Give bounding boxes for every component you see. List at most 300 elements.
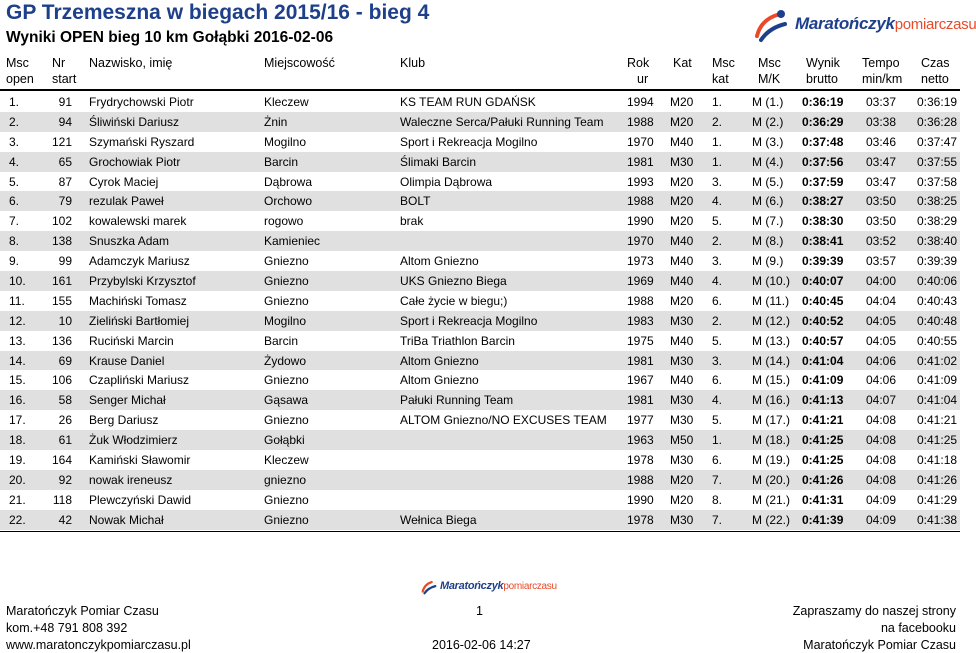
cell-city: Gniezno (264, 413, 309, 428)
table-row (0, 92, 960, 112)
table-row (0, 211, 960, 231)
footer-phone: kom.+48 791 808 392 (6, 621, 128, 635)
cell-msc: 3. (9, 134, 20, 149)
cell-club: Waleczne Serca/Pałuki Running Team (400, 114, 604, 129)
cell-club: ALTOM Gniezno/NO EXCUSES TEAM (400, 413, 607, 428)
cell-msc: 13. (9, 333, 26, 348)
cell-category: M40 (670, 234, 694, 249)
table-row (0, 311, 960, 331)
cell-nr: 164 (51, 453, 72, 468)
cell-city: Żydowo (264, 353, 307, 368)
results-table (0, 92, 960, 530)
cell-year: 1970 (627, 134, 654, 149)
cell-category: M30 (670, 512, 694, 527)
table-row (0, 430, 960, 450)
cell-gender-place: M (22.) (752, 512, 791, 527)
cell-nr: 10 (58, 313, 72, 328)
cell-gender-place: M (17.) (752, 413, 791, 428)
table-row (0, 112, 960, 132)
cell-gross-time: 0:36:29 (802, 114, 844, 129)
cell-club: Ślimaki Barcin (400, 154, 477, 169)
cell-pace: 03:52 (866, 234, 897, 249)
cell-pace: 04:08 (866, 453, 897, 468)
cell-gender-place: M (13.) (752, 333, 791, 348)
cell-gross-time: 0:40:45 (802, 293, 844, 308)
cell-nr: 26 (58, 413, 72, 428)
cell-city: Gniezno (264, 274, 309, 289)
cell-gross-time: 0:41:25 (802, 433, 844, 448)
footer-logo-accent: pomiarczasu (503, 581, 557, 592)
cell-gross-time: 0:41:09 (802, 373, 844, 388)
cell-net-time: 0:41:02 (917, 353, 958, 368)
cell-pace: 04:08 (866, 413, 897, 428)
cell-year: 1983 (627, 313, 654, 328)
cell-nr: 138 (51, 234, 72, 249)
cell-city: Gniezno (264, 254, 309, 269)
cell-year: 1978 (627, 512, 654, 527)
cell-gross-time: 0:39:39 (802, 254, 844, 269)
cell-gross-time: 0:38:41 (802, 234, 844, 249)
table-row (0, 490, 960, 510)
cell-gender-place: M (16.) (752, 393, 791, 408)
cell-gross-time: 0:40:57 (802, 333, 844, 348)
cell-nr: 136 (51, 333, 72, 348)
table-row (0, 251, 960, 271)
cell-msc: 18. (9, 433, 26, 448)
cell-msc: 4. (9, 154, 20, 169)
cell-net-time: 0:38:40 (917, 234, 958, 249)
cell-gender-place: M (7.) (752, 214, 784, 229)
cell-city: Gniezno (264, 373, 309, 388)
cell-category-place: 7. (712, 472, 723, 487)
table-row (0, 191, 960, 211)
cell-category-place: 6. (712, 293, 723, 308)
col-header-kat: Kat (673, 56, 692, 70)
cell-city: Barcin (264, 154, 299, 169)
cell-year: 1990 (627, 214, 654, 229)
cell-gross-time: 0:41:39 (802, 512, 844, 527)
cell-category: M20 (670, 293, 694, 308)
cell-net-time: 0:40:48 (917, 313, 958, 328)
cell-category-place: 5. (712, 333, 723, 348)
cell-category-place: 5. (712, 214, 723, 229)
cell-nr: 61 (58, 433, 72, 448)
cell-name: Żuk Włodzimierz (89, 433, 178, 448)
table-row (0, 132, 960, 152)
cell-name: Przybylski Krzysztof (89, 274, 196, 289)
cell-net-time: 0:39:39 (917, 254, 958, 269)
footer-timestamp: 2016-02-06 14:27 (432, 638, 531, 652)
cell-name: Ruciński Marcin (89, 333, 174, 348)
cell-name: Śliwiński Dariusz (89, 114, 180, 129)
cell-year: 1967 (627, 373, 654, 388)
cell-nr: 58 (58, 393, 72, 408)
cell-category-place: 1. (712, 134, 723, 149)
cell-nr: 65 (58, 154, 72, 169)
cell-category-place: 1. (712, 95, 723, 109)
cell-year: 1990 (627, 492, 654, 507)
cell-gross-time: 0:41:31 (802, 492, 844, 507)
cell-category-place: 1. (712, 154, 723, 169)
cell-year: 1970 (627, 234, 654, 249)
cell-gross-time: 0:41:26 (802, 472, 844, 487)
cell-msc: 2. (9, 114, 20, 129)
col-header-msc-sub: open (6, 72, 34, 86)
cell-msc: 6. (9, 194, 20, 209)
cell-nr: 102 (51, 214, 72, 229)
cell-pace: 03:47 (866, 154, 897, 169)
header-divider (0, 89, 960, 91)
footer-logo (420, 578, 557, 598)
cell-nr: 99 (58, 254, 72, 269)
cell-city: Gąsawa (264, 393, 309, 408)
cell-category-place: 2. (712, 234, 723, 249)
cell-category-place: 2. (712, 114, 723, 129)
cell-pace: 04:00 (866, 274, 897, 289)
cell-category-place: 8. (712, 492, 723, 507)
cell-city: Gniezno (264, 492, 309, 507)
cell-category: M40 (670, 134, 694, 149)
page-title: GP Trzemeszna w biegach 2015/16 - bieg 4 (6, 1, 430, 24)
cell-gender-place: M (2.) (752, 114, 784, 129)
cell-name: Zieliński Bartłomiej (89, 313, 190, 328)
table-row (0, 450, 960, 470)
cell-year: 1975 (627, 333, 654, 348)
cell-category: M20 (670, 114, 694, 129)
cell-category-place: 4. (712, 393, 723, 408)
cell-category: M20 (670, 95, 694, 109)
table-row (0, 410, 960, 430)
cell-nr: 161 (51, 274, 72, 289)
cell-category: M40 (670, 333, 694, 348)
col-header-msc-mk: Msc (758, 56, 781, 70)
table-row (0, 510, 960, 530)
cell-pace: 04:07 (866, 393, 897, 408)
cell-category-place: 4. (712, 194, 723, 209)
col-header-msc: Msc (6, 56, 29, 70)
cell-gross-time: 0:38:30 (802, 214, 844, 229)
cell-year: 1981 (627, 353, 654, 368)
cell-name: Czapliński Mariusz (89, 373, 190, 388)
cell-pace: 03:50 (866, 214, 897, 229)
cell-name: Snuszka Adam (89, 234, 170, 249)
cell-msc: 17. (9, 413, 26, 428)
cell-net-time: 0:38:25 (917, 194, 958, 209)
runner-logo-icon (751, 6, 791, 46)
cell-pace: 04:09 (866, 492, 897, 507)
cell-category: M30 (670, 154, 694, 169)
cell-gross-time: 0:41:25 (802, 453, 844, 468)
table-row (0, 271, 960, 291)
cell-net-time: 0:36:28 (917, 114, 958, 129)
logo-accent: pomiarczasu (894, 16, 976, 33)
cell-gender-place: M (6.) (752, 194, 784, 209)
cell-category-place: 6. (712, 373, 723, 388)
cell-gross-time: 0:37:56 (802, 154, 844, 169)
col-header-tempo: Tempo (862, 56, 900, 70)
cell-nr: 42 (58, 512, 72, 527)
table-header (0, 56, 960, 88)
cell-club: TriBa Triathlon Barcin (400, 333, 515, 348)
cell-gender-place: M (5.) (752, 174, 784, 189)
cell-category: M40 (670, 254, 694, 269)
cell-club: Altom Gniezno (400, 373, 479, 388)
cell-club: Sport i Rekreacja Mogilno (400, 313, 538, 328)
cell-year: 1963 (627, 433, 654, 448)
cell-pace: 03:46 (866, 134, 897, 149)
col-header-msc-kat: Msc (712, 56, 735, 70)
col-header-brutto: Wynik (806, 56, 840, 70)
cell-gross-time: 0:40:07 (802, 274, 844, 289)
table-row (0, 172, 960, 192)
cell-category: M20 (670, 472, 694, 487)
footer-website[interactable]: www.maratonczykpomiarczasu.pl (6, 638, 191, 652)
cell-year: 1977 (627, 413, 654, 428)
table-row (0, 331, 960, 351)
logo (751, 6, 976, 48)
cell-msc: 5. (9, 174, 20, 189)
cell-pace: 03:38 (866, 114, 897, 129)
cell-msc: 1. (9, 95, 20, 109)
cell-city: Gniezno (264, 293, 309, 308)
cell-nr: 92 (58, 472, 72, 487)
table-row (0, 370, 960, 390)
table-bottom-divider (0, 531, 960, 532)
cell-year: 1994 (627, 95, 654, 109)
cell-net-time: 0:37:58 (917, 174, 958, 189)
cell-gross-time: 0:41:13 (802, 393, 844, 408)
cell-category: M20 (670, 194, 694, 209)
cell-name: Machiński Tomasz (89, 293, 187, 308)
cell-gender-place: M (20.) (752, 472, 791, 487)
cell-net-time: 0:41:26 (917, 472, 958, 487)
cell-net-time: 0:41:25 (917, 433, 958, 448)
cell-net-time: 0:41:29 (917, 492, 958, 507)
cell-city: Dąbrowa (264, 174, 313, 189)
cell-pace: 04:06 (866, 373, 897, 388)
cell-year: 1978 (627, 453, 654, 468)
logo-brand: Maratończyk (795, 14, 895, 33)
cell-msc: 20. (9, 472, 26, 487)
cell-club: brak (400, 214, 424, 229)
cell-category-place: 1. (712, 433, 723, 448)
cell-club: Wełnica Biega (400, 512, 477, 527)
cell-pace: 04:09 (866, 512, 897, 527)
footer-company: Maratończyk Pomiar Czasu (6, 604, 159, 618)
cell-gross-time: 0:41:04 (802, 353, 844, 368)
cell-name: Kamiński Sławomir (89, 453, 191, 468)
cell-net-time: 0:41:38 (917, 512, 958, 527)
cell-year: 1988 (627, 114, 654, 129)
cell-nr: 155 (51, 293, 72, 308)
cell-category-place: 4. (712, 274, 723, 289)
cell-name: Cyrok Maciej (89, 174, 159, 189)
cell-club: UKS Gniezno Biega (400, 274, 507, 289)
cell-net-time: 0:41:04 (917, 393, 958, 408)
cell-name: Frydrychowski Piotr (89, 95, 194, 109)
cell-city: Gołąbki (264, 433, 305, 448)
col-header-club: Klub (400, 56, 426, 70)
cell-pace: 04:08 (866, 472, 897, 487)
cell-club: Olimpia Dąbrowa (400, 174, 493, 189)
cell-category: M20 (670, 174, 694, 189)
cell-name: kowalewski marek (89, 214, 187, 229)
cell-city: Kamieniec (264, 234, 321, 249)
cell-gender-place: M (10.) (752, 274, 791, 289)
cell-name: Grochowiak Piotr (89, 154, 181, 169)
cell-club: Altom Gniezno (400, 353, 479, 368)
table-row (0, 291, 960, 311)
cell-net-time: 0:36:19 (917, 95, 958, 109)
cell-pace: 04:06 (866, 353, 897, 368)
table-row (0, 231, 960, 251)
footer-page-number: 1 (476, 604, 483, 618)
col-header-rok-sub: ur (637, 72, 649, 86)
cell-city: Kleczew (264, 95, 309, 109)
cell-category: M20 (670, 214, 694, 229)
cell-city: Żnin (264, 114, 288, 129)
cell-pace: 04:08 (866, 433, 897, 448)
runner-logo-icon (420, 578, 438, 596)
cell-msc: 19. (9, 453, 26, 468)
cell-name: Senger Michał (89, 393, 166, 408)
cell-club: KS TEAM RUN GDAŃSK (400, 95, 536, 109)
cell-club: BOLT (400, 194, 431, 209)
cell-nr: 79 (58, 194, 72, 209)
cell-gender-place: M (3.) (752, 134, 784, 149)
cell-net-time: 0:37:47 (917, 134, 958, 149)
cell-name: Nowak Michał (89, 512, 164, 527)
cell-category-place: 3. (712, 353, 723, 368)
footer-facebook[interactable]: na facebooku (880, 621, 956, 635)
table-row (0, 152, 960, 172)
cell-club: Pałuki Running Team (400, 393, 514, 408)
cell-gender-place: M (14.) (752, 353, 791, 368)
cell-nr: 106 (51, 373, 72, 388)
cell-gender-place: M (9.) (752, 254, 784, 269)
col-header-nr-sub: start (52, 72, 77, 86)
cell-gender-place: M (19.) (752, 453, 791, 468)
col-header-netto: Czas (921, 56, 950, 70)
cell-gender-place: M (1.) (752, 95, 784, 109)
cell-name: rezulak Paweł (89, 194, 164, 209)
cell-net-time: 0:41:18 (917, 453, 958, 468)
cell-msc: 12. (9, 313, 26, 328)
cell-net-time: 0:40:55 (917, 333, 958, 348)
cell-year: 1969 (627, 274, 654, 289)
cell-category-place: 6. (712, 453, 723, 468)
cell-net-time: 0:41:09 (917, 373, 958, 388)
cell-city: Kleczew (264, 453, 309, 468)
cell-msc: 16. (9, 393, 26, 408)
col-header-brutto-sub: brutto (806, 72, 838, 86)
cell-nr: 118 (52, 492, 72, 507)
cell-net-time: 0:41:21 (917, 413, 958, 428)
cell-year: 1981 (627, 154, 654, 169)
cell-name: Adamczyk Mariusz (89, 254, 190, 269)
cell-year: 1988 (627, 293, 654, 308)
cell-gender-place: M (8.) (752, 234, 784, 249)
cell-gross-time: 0:41:21 (802, 413, 844, 428)
cell-club: Sport i Rekreacja Mogilno (400, 134, 538, 149)
cell-category: M20 (670, 492, 694, 507)
cell-category-place: 7. (712, 512, 723, 527)
cell-gender-place: M (18.) (752, 433, 791, 448)
cell-category: M40 (670, 274, 694, 289)
cell-city: Mogilno (264, 134, 307, 149)
cell-gender-place: M (4.) (752, 154, 784, 169)
cell-pace: 03:50 (866, 194, 897, 209)
cell-gender-place: M (11.) (752, 293, 790, 308)
cell-category: M30 (670, 313, 694, 328)
cell-category-place: 3. (712, 174, 723, 189)
cell-year: 1988 (627, 472, 654, 487)
cell-city: gniezno (264, 472, 307, 487)
cell-category: M40 (670, 373, 694, 388)
cell-year: 1973 (627, 254, 654, 269)
cell-category-place: 5. (712, 413, 723, 428)
cell-category: M30 (670, 393, 694, 408)
cell-msc: 10. (9, 274, 26, 289)
col-header-msc-mk-sub: M/K (758, 72, 781, 86)
cell-category: M50 (670, 433, 694, 448)
cell-gender-place: M (15.) (752, 373, 791, 388)
cell-pace: 03:47 (866, 174, 897, 189)
footer-invite: Zapraszamy do naszej strony (792, 604, 956, 618)
col-header-rok: Rok (627, 56, 650, 70)
cell-msc: 7. (9, 214, 20, 229)
cell-msc: 21. (9, 492, 26, 507)
col-header-tempo-sub: min/km (862, 72, 903, 86)
col-header-nr: Nr (52, 56, 66, 70)
page-subtitle: Wyniki OPEN bieg 10 km Gołąbki 2016-02-06 (6, 29, 334, 46)
cell-category: M30 (670, 453, 694, 468)
cell-category-place: 3. (712, 254, 723, 269)
cell-year: 1981 (627, 393, 654, 408)
cell-pace: 03:57 (866, 254, 897, 269)
cell-pace: 03:37 (866, 95, 897, 109)
cell-gross-time: 0:38:27 (802, 194, 844, 209)
cell-msc: 15. (9, 373, 26, 388)
cell-msc: 9. (9, 254, 20, 269)
cell-city: Mogilno (264, 313, 307, 328)
cell-category: M30 (670, 413, 694, 428)
cell-net-time: 0:38:29 (917, 214, 958, 229)
cell-nr: 91 (58, 95, 72, 109)
cell-name: Plewczyński Dawid (89, 492, 192, 507)
cell-msc: 14. (9, 353, 26, 368)
cell-nr: 94 (58, 114, 72, 129)
col-header-city: Miejscowość (264, 56, 335, 70)
cell-pace: 04:04 (866, 293, 897, 308)
cell-city: Gniezno (264, 512, 309, 527)
cell-year: 1988 (627, 194, 654, 209)
cell-msc: 8. (9, 234, 20, 249)
cell-name: Krause Daniel (89, 353, 165, 368)
footer-company-right: Maratończyk Pomiar Czasu (803, 638, 956, 652)
cell-gross-time: 0:40:52 (802, 313, 844, 328)
col-header-netto-sub: netto (921, 72, 949, 86)
cell-msc: 11. (9, 293, 25, 308)
table-row (0, 351, 960, 371)
cell-nr: 121 (51, 134, 72, 149)
col-header-msc-kat-sub: kat (712, 72, 729, 86)
cell-net-time: 0:37:55 (917, 154, 958, 169)
cell-club: Altom Gniezno (400, 254, 479, 269)
footer-logo-brand: Maratończyk (440, 580, 504, 592)
cell-gender-place: M (12.) (752, 313, 791, 328)
cell-name: nowak ireneusz (89, 472, 173, 487)
